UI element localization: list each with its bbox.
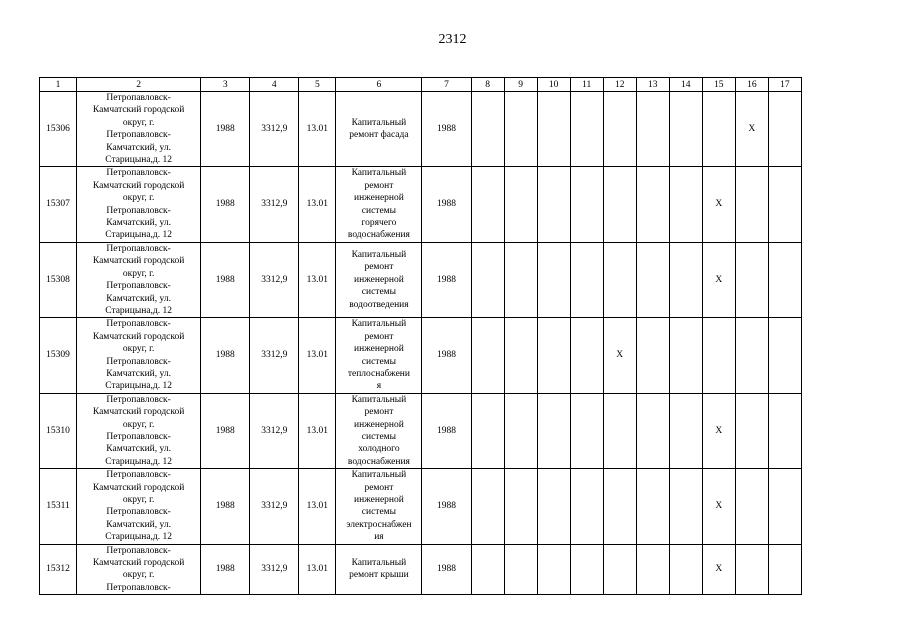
empty-cell <box>669 167 702 242</box>
address-line: округ, г. <box>122 570 155 581</box>
empty-cell <box>735 167 768 242</box>
empty-cell <box>768 242 801 317</box>
address-cell <box>77 167 201 242</box>
address-line: округ, г. <box>122 344 155 355</box>
empty-cell <box>636 469 669 544</box>
column-header: 4 <box>250 78 299 92</box>
address-line: Петропавловск- <box>106 243 171 254</box>
area-cell: 3312,9 <box>250 242 299 317</box>
address-line: Старицына,д. 12 <box>105 456 172 467</box>
address-line: Старицына,д. 12 <box>105 305 172 316</box>
code-cell: 13.01 <box>299 544 336 595</box>
work-type-line: системы <box>361 287 397 298</box>
work-type-line: Капитальный <box>351 470 407 481</box>
address-line: округ, г. <box>122 268 155 279</box>
work-type-line: Капитальный <box>351 250 407 261</box>
work-type-cell <box>336 167 422 242</box>
empty-cell <box>504 393 537 468</box>
code-cell: 13.01 <box>299 167 336 242</box>
empty-cell <box>570 544 603 595</box>
address-line: Петропавловск- <box>106 545 171 556</box>
address-line: округ, г. <box>122 117 155 128</box>
empty-cell <box>570 167 603 242</box>
column-header: 2 <box>77 78 201 92</box>
empty-cell <box>504 469 537 544</box>
code-cell: 13.01 <box>299 242 336 317</box>
empty-cell <box>537 469 570 544</box>
work-type-line: Капитальный <box>351 394 407 405</box>
empty-cell <box>537 242 570 317</box>
column-header: 6 <box>336 78 422 92</box>
table-row <box>40 469 802 544</box>
address-line: Камчатский городской <box>92 331 185 342</box>
work-type-line: я <box>376 381 382 392</box>
column-header: 5 <box>299 78 336 92</box>
work-type-line: водоснабжения <box>347 230 410 241</box>
page-number: 2312 <box>438 32 467 47</box>
row-id-cell: 15307 <box>40 167 77 242</box>
column-header: 10 <box>537 78 570 92</box>
work-type-cell <box>336 469 422 544</box>
work-type-cell <box>336 318 422 393</box>
empty-cell <box>768 167 801 242</box>
empty-cell <box>504 318 537 393</box>
empty-cell <box>504 242 537 317</box>
address-line: Камчатский городской <box>92 256 185 267</box>
year-built-cell: 1988 <box>201 92 250 167</box>
address-line: Петропавловск- <box>106 130 171 141</box>
work-type-line: холодного <box>358 444 400 455</box>
work-type-line: теплоснабжени <box>347 368 410 379</box>
address-line: Камчатский, ул. <box>106 368 171 379</box>
empty-cell <box>702 92 735 167</box>
empty-cell <box>471 469 504 544</box>
area-cell: 3312,9 <box>250 318 299 393</box>
work-type-line: ремонт фасада <box>349 130 409 141</box>
address-line: Старицына,д. 12 <box>105 155 172 166</box>
address-line: Петропавловск- <box>106 394 171 405</box>
work-type-line: Капитальный <box>351 168 407 179</box>
empty-cell <box>768 92 801 167</box>
work-type-line: Капитальный <box>351 319 407 330</box>
year-built-cell: 1988 <box>201 167 250 242</box>
empty-cell <box>570 242 603 317</box>
table-row <box>40 318 802 393</box>
repair-register-table <box>39 77 802 595</box>
year-built-cell: 1988 <box>201 393 250 468</box>
empty-cell <box>735 544 768 595</box>
work-type-line: системы <box>361 431 397 442</box>
empty-cell <box>669 544 702 595</box>
header-row <box>40 78 802 92</box>
empty-cell <box>570 469 603 544</box>
address-line: Петропавловск- <box>106 281 171 292</box>
empty-cell <box>603 167 636 242</box>
table-row <box>40 544 802 595</box>
address-line: Петропавловск- <box>106 507 171 518</box>
code-cell: 13.01 <box>299 92 336 167</box>
empty-cell <box>636 242 669 317</box>
address-line: Петропавловск- <box>106 168 171 179</box>
code-cell: 13.01 <box>299 393 336 468</box>
empty-cell <box>537 544 570 595</box>
year-built-cell: 1988 <box>201 242 250 317</box>
empty-cell <box>669 242 702 317</box>
empty-cell <box>636 393 669 468</box>
year-cell: 1988 <box>422 469 471 544</box>
address-line: Петропавловск- <box>106 93 171 103</box>
column-header: 15 <box>702 78 735 92</box>
address-line: Старицына,д. 12 <box>105 381 172 392</box>
area-cell: 3312,9 <box>250 469 299 544</box>
area-cell: 3312,9 <box>250 167 299 242</box>
address-cell <box>77 92 201 167</box>
address-line: Камчатский, ул. <box>106 444 171 455</box>
column-header: 3 <box>201 78 250 92</box>
address-cell <box>77 469 201 544</box>
empty-cell <box>636 318 669 393</box>
year-cell: 1988 <box>422 544 471 595</box>
address-line: Камчатский, ул. <box>106 519 171 530</box>
empty-cell <box>570 393 603 468</box>
address-line: Камчатский, ул. <box>106 218 171 229</box>
column-header: 9 <box>504 78 537 92</box>
address-cell <box>77 318 201 393</box>
work-type-line: Капитальный <box>351 558 407 569</box>
work-type-line: инженерной <box>354 274 404 285</box>
address-line: Петропавловск- <box>106 431 171 442</box>
work-type-line: ремонт крыши <box>349 570 409 581</box>
mark-cell: X <box>702 167 735 242</box>
work-type-line: системы <box>361 507 397 518</box>
code-cell: 13.01 <box>299 318 336 393</box>
address-cell <box>77 393 201 468</box>
empty-cell <box>768 544 801 595</box>
address-line: Старицына,д. 12 <box>105 230 172 241</box>
year-built-cell: 1988 <box>201 544 250 595</box>
address-line: Петропавловск- <box>106 356 171 367</box>
empty-cell <box>669 469 702 544</box>
address-line: Петропавловск- <box>106 205 171 216</box>
area-cell: 3312,9 <box>250 544 299 595</box>
mark-cell: X <box>702 242 735 317</box>
work-type-line: инженерной <box>354 193 404 204</box>
address-cell <box>77 242 201 317</box>
row-id-cell: 15308 <box>40 242 77 317</box>
empty-cell <box>669 318 702 393</box>
work-type-line: ремонт <box>364 262 394 273</box>
mark-cell: X <box>702 469 735 544</box>
empty-cell <box>603 393 636 468</box>
empty-cell <box>702 318 735 393</box>
year-cell: 1988 <box>422 393 471 468</box>
year-cell: 1988 <box>422 318 471 393</box>
work-type-line: водоотведения <box>349 299 409 310</box>
year-built-cell: 1988 <box>201 469 250 544</box>
empty-cell <box>768 393 801 468</box>
address-line: округ, г. <box>122 193 155 204</box>
empty-cell <box>471 318 504 393</box>
empty-cell <box>603 92 636 167</box>
work-type-line: ия <box>374 532 384 543</box>
empty-cell <box>570 318 603 393</box>
mark-cell: X <box>702 393 735 468</box>
mark-cell: X <box>603 318 636 393</box>
work-type-line: электроснабжен <box>346 519 412 530</box>
address-line: Петропавловск- <box>106 582 171 593</box>
empty-cell <box>504 167 537 242</box>
address-cell <box>77 544 201 595</box>
work-type-line: инженерной <box>354 495 404 505</box>
area-cell: 3312,9 <box>250 92 299 167</box>
address-line: округ, г. <box>122 495 155 505</box>
address-line: Камчатский городской <box>92 105 185 116</box>
work-type-line: системы <box>361 205 397 216</box>
code-cell: 13.01 <box>299 469 336 544</box>
column-header: 12 <box>603 78 636 92</box>
column-header: 13 <box>636 78 669 92</box>
column-header: 11 <box>570 78 603 92</box>
mark-cell: X <box>735 92 768 167</box>
address-line: Камчатский, ул. <box>106 142 171 153</box>
empty-cell <box>471 544 504 595</box>
empty-cell <box>636 167 669 242</box>
column-header: 14 <box>669 78 702 92</box>
empty-cell <box>735 242 768 317</box>
empty-cell <box>537 318 570 393</box>
empty-cell <box>768 469 801 544</box>
address-line: округ, г. <box>122 419 155 430</box>
work-type-line: ремонт <box>364 482 394 493</box>
work-type-line: инженерной <box>354 419 404 430</box>
empty-cell <box>504 92 537 167</box>
table-row <box>40 92 802 167</box>
empty-cell <box>669 92 702 167</box>
empty-cell <box>471 393 504 468</box>
address-line: Петропавловск- <box>106 470 171 481</box>
address-line: Камчатский городской <box>92 407 185 418</box>
empty-cell <box>636 92 669 167</box>
work-type-line: водоснабжения <box>347 456 410 467</box>
row-id-cell: 15311 <box>40 469 77 544</box>
empty-cell <box>471 242 504 317</box>
column-header: 8 <box>471 78 504 92</box>
empty-cell <box>537 393 570 468</box>
empty-cell <box>471 92 504 167</box>
empty-cell <box>735 318 768 393</box>
empty-cell <box>603 469 636 544</box>
empty-cell <box>603 544 636 595</box>
column-header: 17 <box>768 78 801 92</box>
work-type-line: ремонт <box>364 331 394 342</box>
address-line: Камчатский городской <box>92 180 185 191</box>
table-row <box>40 167 802 242</box>
address-line: Камчатский, ул. <box>106 293 171 304</box>
empty-cell <box>669 393 702 468</box>
empty-cell <box>735 469 768 544</box>
row-id-cell: 15310 <box>40 393 77 468</box>
column-header: 16 <box>735 78 768 92</box>
work-type-cell <box>336 92 422 167</box>
address-line: Петропавловск- <box>106 319 171 330</box>
work-type-cell <box>336 393 422 468</box>
work-type-line: ремонт <box>364 407 394 418</box>
work-type-cell <box>336 544 422 595</box>
address-line: Камчатский городской <box>92 482 185 493</box>
work-type-cell <box>336 242 422 317</box>
address-line: Камчатский городской <box>92 558 185 569</box>
table-row <box>40 242 802 317</box>
year-cell: 1988 <box>422 242 471 317</box>
year-built-cell: 1988 <box>201 318 250 393</box>
empty-cell <box>570 92 603 167</box>
table-body <box>40 92 802 595</box>
empty-cell <box>471 167 504 242</box>
work-type-line: инженерной <box>354 344 404 355</box>
empty-cell <box>537 167 570 242</box>
work-type-line: горячего <box>361 218 397 229</box>
year-cell: 1988 <box>422 92 471 167</box>
year-cell: 1988 <box>422 167 471 242</box>
address-line: Старицына,д. 12 <box>105 532 172 543</box>
empty-cell <box>636 544 669 595</box>
work-type-line: Капитальный <box>351 117 407 128</box>
mark-cell: X <box>702 544 735 595</box>
empty-cell <box>768 318 801 393</box>
row-id-cell: 15312 <box>40 544 77 595</box>
empty-cell <box>735 393 768 468</box>
table-row <box>40 393 802 468</box>
column-header: 7 <box>422 78 471 92</box>
column-header: 1 <box>40 78 77 92</box>
area-cell: 3312,9 <box>250 393 299 468</box>
work-type-line: системы <box>361 356 397 367</box>
empty-cell <box>537 92 570 167</box>
work-type-line: ремонт <box>364 180 394 191</box>
row-id-cell: 15309 <box>40 318 77 393</box>
empty-cell <box>603 242 636 317</box>
empty-cell <box>504 544 537 595</box>
row-id-cell: 15306 <box>40 92 77 167</box>
